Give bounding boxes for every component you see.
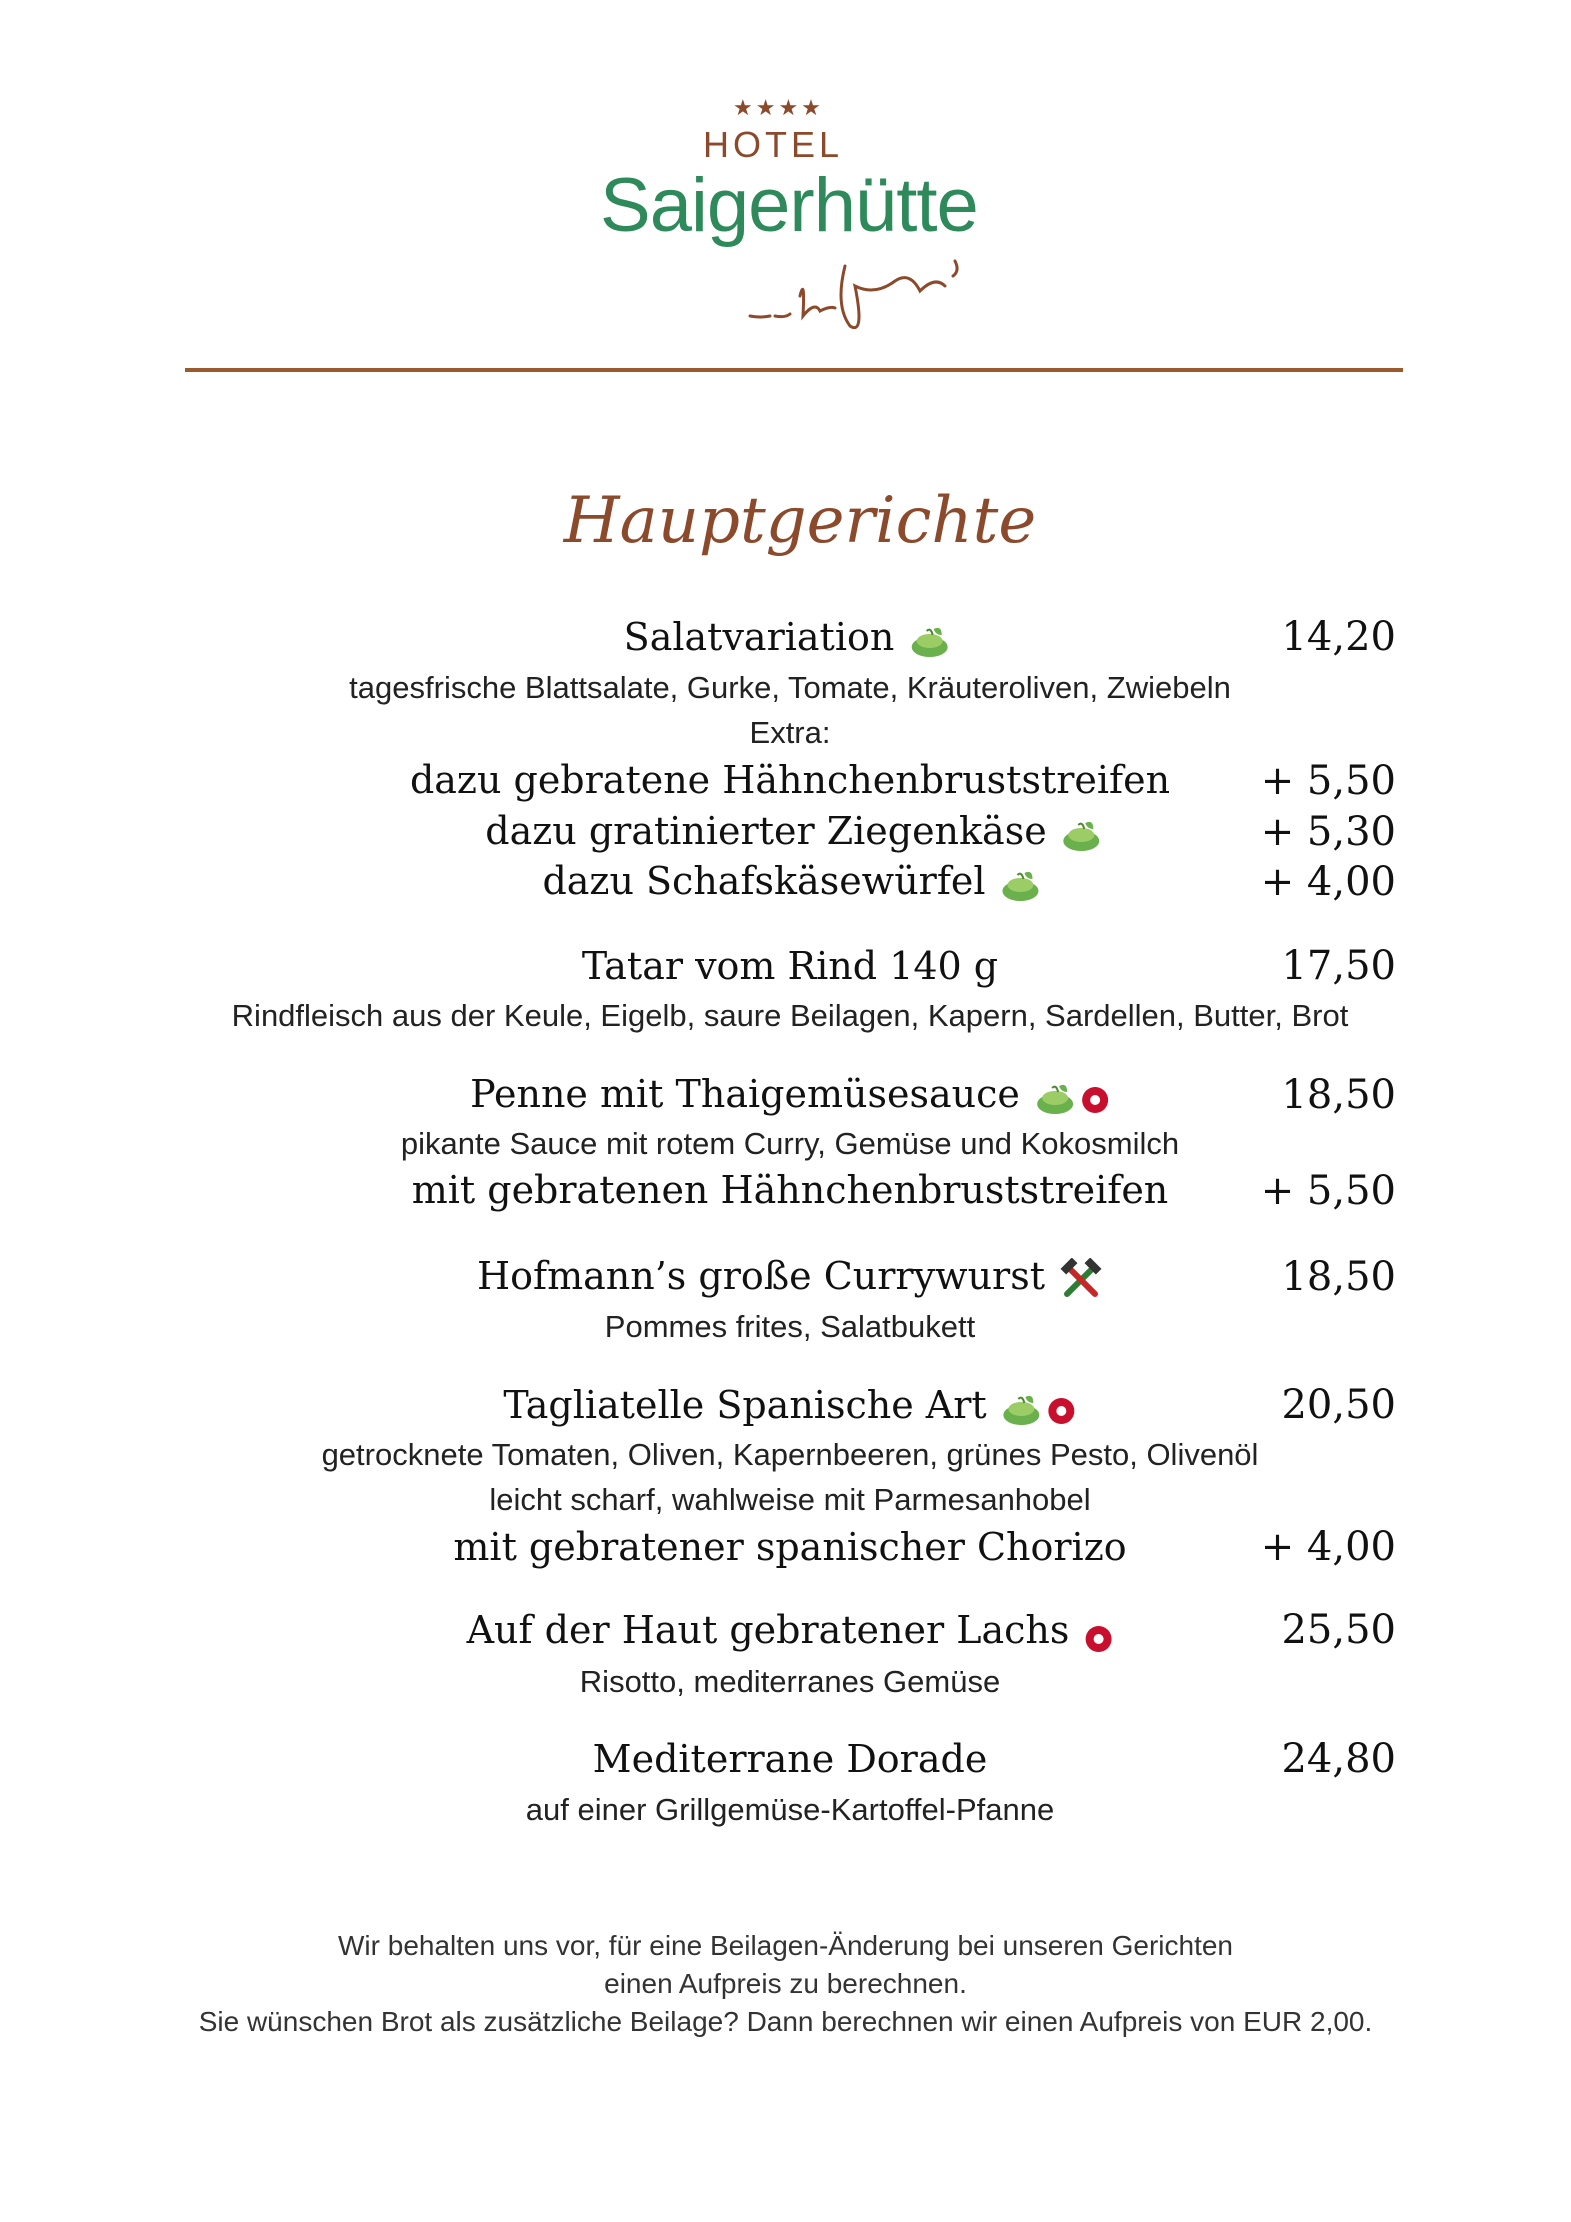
dish-price: 17,50 (1281, 943, 1396, 989)
dish-title: dazu Schafskäsewürfel (542, 859, 1041, 903)
dish-title: Mediterrane Dorade (592, 1737, 988, 1781)
vegetarian-icon (1034, 1080, 1076, 1116)
dish-title: Tatar vom Rind 140 g (581, 944, 999, 988)
dish-description: pikante Sauce mit rotem Curry, Gemüse und Kokosmilch (400, 1126, 1180, 1161)
section-heading-text: Hauptgerichte (563, 484, 1037, 558)
dish-title: mit gebratenen Hähnchenbruststreifen (411, 1168, 1169, 1212)
dish-title: Hofmann’s große Currywurst (477, 1254, 1103, 1302)
dish-price: + 5,50 (1260, 1168, 1396, 1214)
dish-price: + 4,00 (1260, 1524, 1396, 1570)
vegetarian-icon (1000, 867, 1042, 903)
signature-logo (745, 246, 985, 336)
regional-hammer-icon (1059, 1258, 1103, 1302)
dish-description: getrocknete Tomaten, Oliven, Kapernbeeren, grünes Pesto, Olivenöl (321, 1437, 1259, 1472)
hotel-stars: ★★★★ (733, 96, 824, 121)
dish-title: Salatvariation (624, 615, 951, 659)
hotel-word: HOTEL (703, 124, 844, 165)
dish-price: + 5,50 (1260, 758, 1396, 804)
dish-price: 18,50 (1281, 1254, 1396, 1300)
dish-price: 24,80 (1281, 1736, 1396, 1782)
footer-note-line: Sie wünschen Brot als zusätzliche Beilage? Dann berechnen wir einen Aufpreis von EUR 2,00. (198, 2006, 1373, 2037)
hotel-brand-name: Saigerhütte (600, 163, 978, 248)
dish-title: Penne mit Thaigemüsesauce (470, 1072, 1110, 1116)
spicy-icon (1083, 1619, 1113, 1649)
vegetarian-icon (1001, 1391, 1043, 1427)
dish-description: leicht scharf, wahlweise mit Parmesanhobel (489, 1482, 1091, 1517)
dish-description: Rindfleisch aus der Keule, Eigelb, saure Beilagen, Kapern, Sardellen, Butter, Brot (231, 998, 1349, 1033)
dish-title: Tagliatelle Spanische Art (503, 1383, 1076, 1427)
footer-note-line: einen Aufpreis zu berechnen. (604, 1968, 967, 1999)
dish-price: 14,20 (1281, 614, 1396, 660)
dish-title: mit gebratener spanischer Chorizo (453, 1525, 1127, 1569)
vegetarian-icon (908, 623, 950, 659)
section-heading (520, 470, 1080, 570)
dish-price: 20,50 (1281, 1382, 1396, 1428)
dish-price: 18,50 (1281, 1072, 1396, 1118)
dish-price: + 4,00 (1260, 859, 1396, 905)
hotel-logo (0, 96, 1571, 346)
dish-title: dazu gratinierter Ziegenkäse (485, 809, 1102, 853)
dish-description: auf einer Grillgemüse-Kartoffel-Pfanne (525, 1792, 1055, 1827)
header-divider (185, 368, 1403, 372)
dish-description: Pommes frites, Salatbukett (604, 1309, 976, 1344)
dish-description: tagesfrische Blattsalate, Gurke, Tomate, Kräuteroliven, Zwiebeln (349, 670, 1231, 705)
dish-title: Auf der Haut gebratener Lachs (467, 1608, 1114, 1652)
dish-price: 25,50 (1281, 1607, 1396, 1653)
dish-description: Extra: (749, 715, 831, 750)
dish-title: dazu gebratene Hähnchenbruststreifen (409, 758, 1171, 802)
spicy-icon (1080, 1080, 1110, 1110)
vegetarian-icon (1061, 817, 1103, 853)
dish-price: + 5,30 (1260, 809, 1396, 855)
dish-description: Risotto, mediterranes Gemüse (579, 1664, 1001, 1699)
footer-note-line: Wir behalten uns vor, für eine Beilagen-Änderung bei unseren Gerichten (338, 1930, 1233, 1961)
spicy-icon (1047, 1391, 1077, 1421)
